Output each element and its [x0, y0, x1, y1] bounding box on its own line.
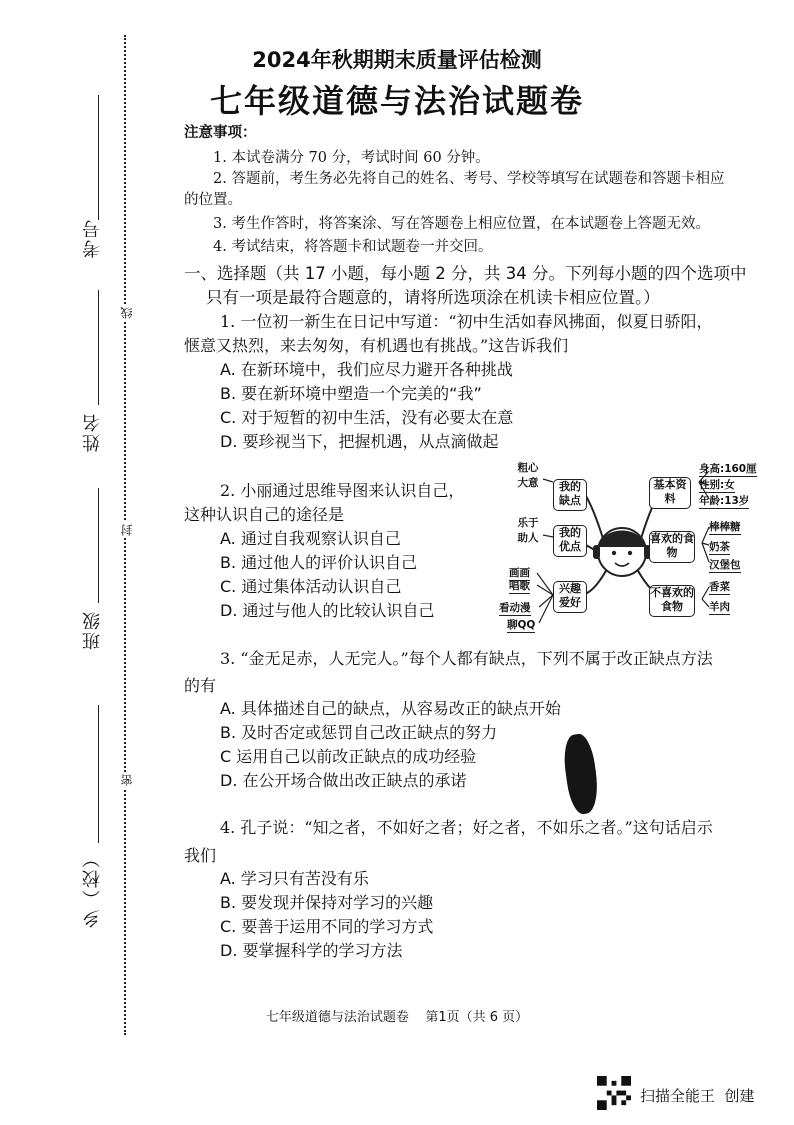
section-heading: 一、选择题（共 17 小题，每小题 2 分，共 34 分。下列每小题的四个选项中 [184, 264, 747, 283]
mind-map-label-anime: 看动漫 [499, 602, 531, 614]
mind-map-box-weakness: 我的缺点 [553, 479, 587, 511]
question-1-stem-cont: 惬意又热烈，来去匆匆，有机遇也有挑战。”这告诉我们 [184, 336, 569, 355]
mind-map-label-singing: 唱歌 [509, 580, 530, 592]
question-2-option-d: D. 通过与他人的比较认识自己 [220, 601, 435, 620]
exam-number-label: 考号 [82, 218, 103, 258]
notice-item-1: 1. 本试卷满分 70 分，考试时间 60 分钟。 [213, 150, 490, 166]
mind-map-label-drawing: 画画 [509, 567, 530, 579]
class-line [98, 488, 99, 603]
seal-mark-xian: 线 [120, 307, 134, 319]
seal-mark-feng: 封 [120, 524, 134, 536]
question-4-option-c: C. 要善于运用不同的学习方式 [220, 917, 434, 936]
mind-map-box-basic-info: 基本资料 [649, 477, 691, 509]
class-label: 班级 [82, 610, 103, 650]
mind-map-label-helpful: 乐于助人 [517, 517, 539, 544]
paper-title: 七年级道德与法治试题卷 [209, 82, 584, 120]
mind-map-box-hobbies: 兴趣爱好 [553, 581, 587, 613]
mind-map-label-age: 年龄:13岁 [699, 495, 750, 507]
question-3-option-a: A. 具体描述自己的缺点，从容易改正的缺点开始 [220, 699, 561, 718]
question-4-stem: 4. 孔子说：“知之者，不如好之者；好之者，不如乐之者。”这句话启示 [220, 818, 713, 837]
question-3-option-b: B. 及时否定或惩罚自己改正缺点的努力 [220, 723, 498, 742]
name-line [98, 290, 99, 405]
notice-item-4: 4. 考试结束，将答题卡和试题卷一并交回。 [213, 239, 493, 255]
question-4-option-d: D. 要掌握科学的学习方法 [220, 941, 403, 960]
question-3-stem-cont: 的有 [184, 676, 217, 695]
question-2-option-a: A. 通过自我观察认识自己 [220, 529, 401, 548]
question-2-option-b: B. 通过他人的评价认识自己 [220, 553, 418, 572]
ink-smudge [561, 732, 602, 815]
mind-map-label-height: 身高:160厘 [699, 463, 757, 475]
question-2-stem-cont: 这种认识自己的途径是 [184, 505, 345, 524]
mind-map-label-careless: 粗心大意 [517, 462, 539, 489]
question-4-stem-cont: 我们 [184, 846, 217, 865]
question-1-option-b: B. 要在新环境中塑造一个完美的“我” [220, 384, 482, 403]
mind-map-box-strength: 我的优点 [553, 525, 587, 557]
mind-map-label-lollipop: 棒棒糖 [709, 521, 741, 533]
notice-heading: 注意事项： [184, 125, 257, 141]
mind-map-box-liked-food: 喜欢的食物 [649, 531, 695, 563]
seal-mark-mi: 密 [120, 774, 134, 786]
mind-map-label-hamburger: 汉堡包 [709, 559, 741, 571]
qr-code-icon [597, 1076, 631, 1110]
mind-map-label-qq: 聊QQ [507, 619, 536, 631]
page-footer: 七年级道德与法治试题卷 第1页（共 6 页） [265, 1010, 529, 1025]
school-label: 乡（校） [82, 848, 103, 928]
question-3-option-c: C 运用自己以前改正缺点的成功经验 [220, 747, 477, 766]
mind-map-label-mutton: 羊肉 [709, 601, 730, 613]
question-1-option-c: C. 对于短暂的初中生活，没有必要太在意 [220, 408, 514, 427]
question-4-option-b: B. 要发现并保持对学习的兴趣 [220, 893, 434, 912]
exam-title: 2024年秋期期末质量评估检测 [252, 48, 542, 72]
question-2-option-c: C. 通过集体活动认识自己 [220, 577, 402, 596]
question-2-stem: 2. 小丽通过思维导图来认识自己， [220, 481, 465, 500]
mind-map-label-coriander: 香菜 [709, 581, 730, 593]
notice-item-3: 3. 考生作答时，将答案涂、写在答题卷上相应位置，在本试题卷上答题无效。 [213, 216, 710, 232]
notice-item-2-cont: 的位置。 [184, 192, 242, 208]
name-label: 姓名 [82, 412, 103, 452]
mind-map [487, 457, 767, 637]
mind-map-label-milk-tea: 奶茶 [709, 541, 730, 553]
notice-item-2: 2. 答题前，考生务必先将自己的姓名、考号、学校等填写在试题卷和答题卡相应 [213, 171, 725, 187]
question-3-stem: 3. “金无足赤，人无完人。”每个人都有缺点，下列不属于改正缺点方法 [220, 649, 713, 668]
question-4-option-a: A. 学习只有苦没有乐 [220, 869, 369, 888]
question-3-option-d: D. 在公开场合做出改正缺点的承诺 [220, 771, 467, 790]
section-heading-cont: 只有一项是最符合题意的，请将所选项涂在机读卡相应位置。） [206, 288, 660, 307]
question-1-option-a: A. 在新环境中，我们应尽力避开各种挑战 [220, 360, 513, 379]
mind-map-box-disliked-food: 不喜欢的食物 [649, 585, 695, 617]
question-1-stem: 1. 一位初一新生在日记中写道：“初中生活如春风拂面，似夏日骄阳， [220, 312, 713, 331]
mind-map-label-gender: 性别:女 [699, 479, 735, 491]
scanner-watermark: 扫描全能王 创建 [640, 1087, 755, 1105]
school-line [98, 705, 99, 843]
question-1-option-d: D. 要珍视当下，把握机遇，从点滴做起 [220, 432, 499, 451]
